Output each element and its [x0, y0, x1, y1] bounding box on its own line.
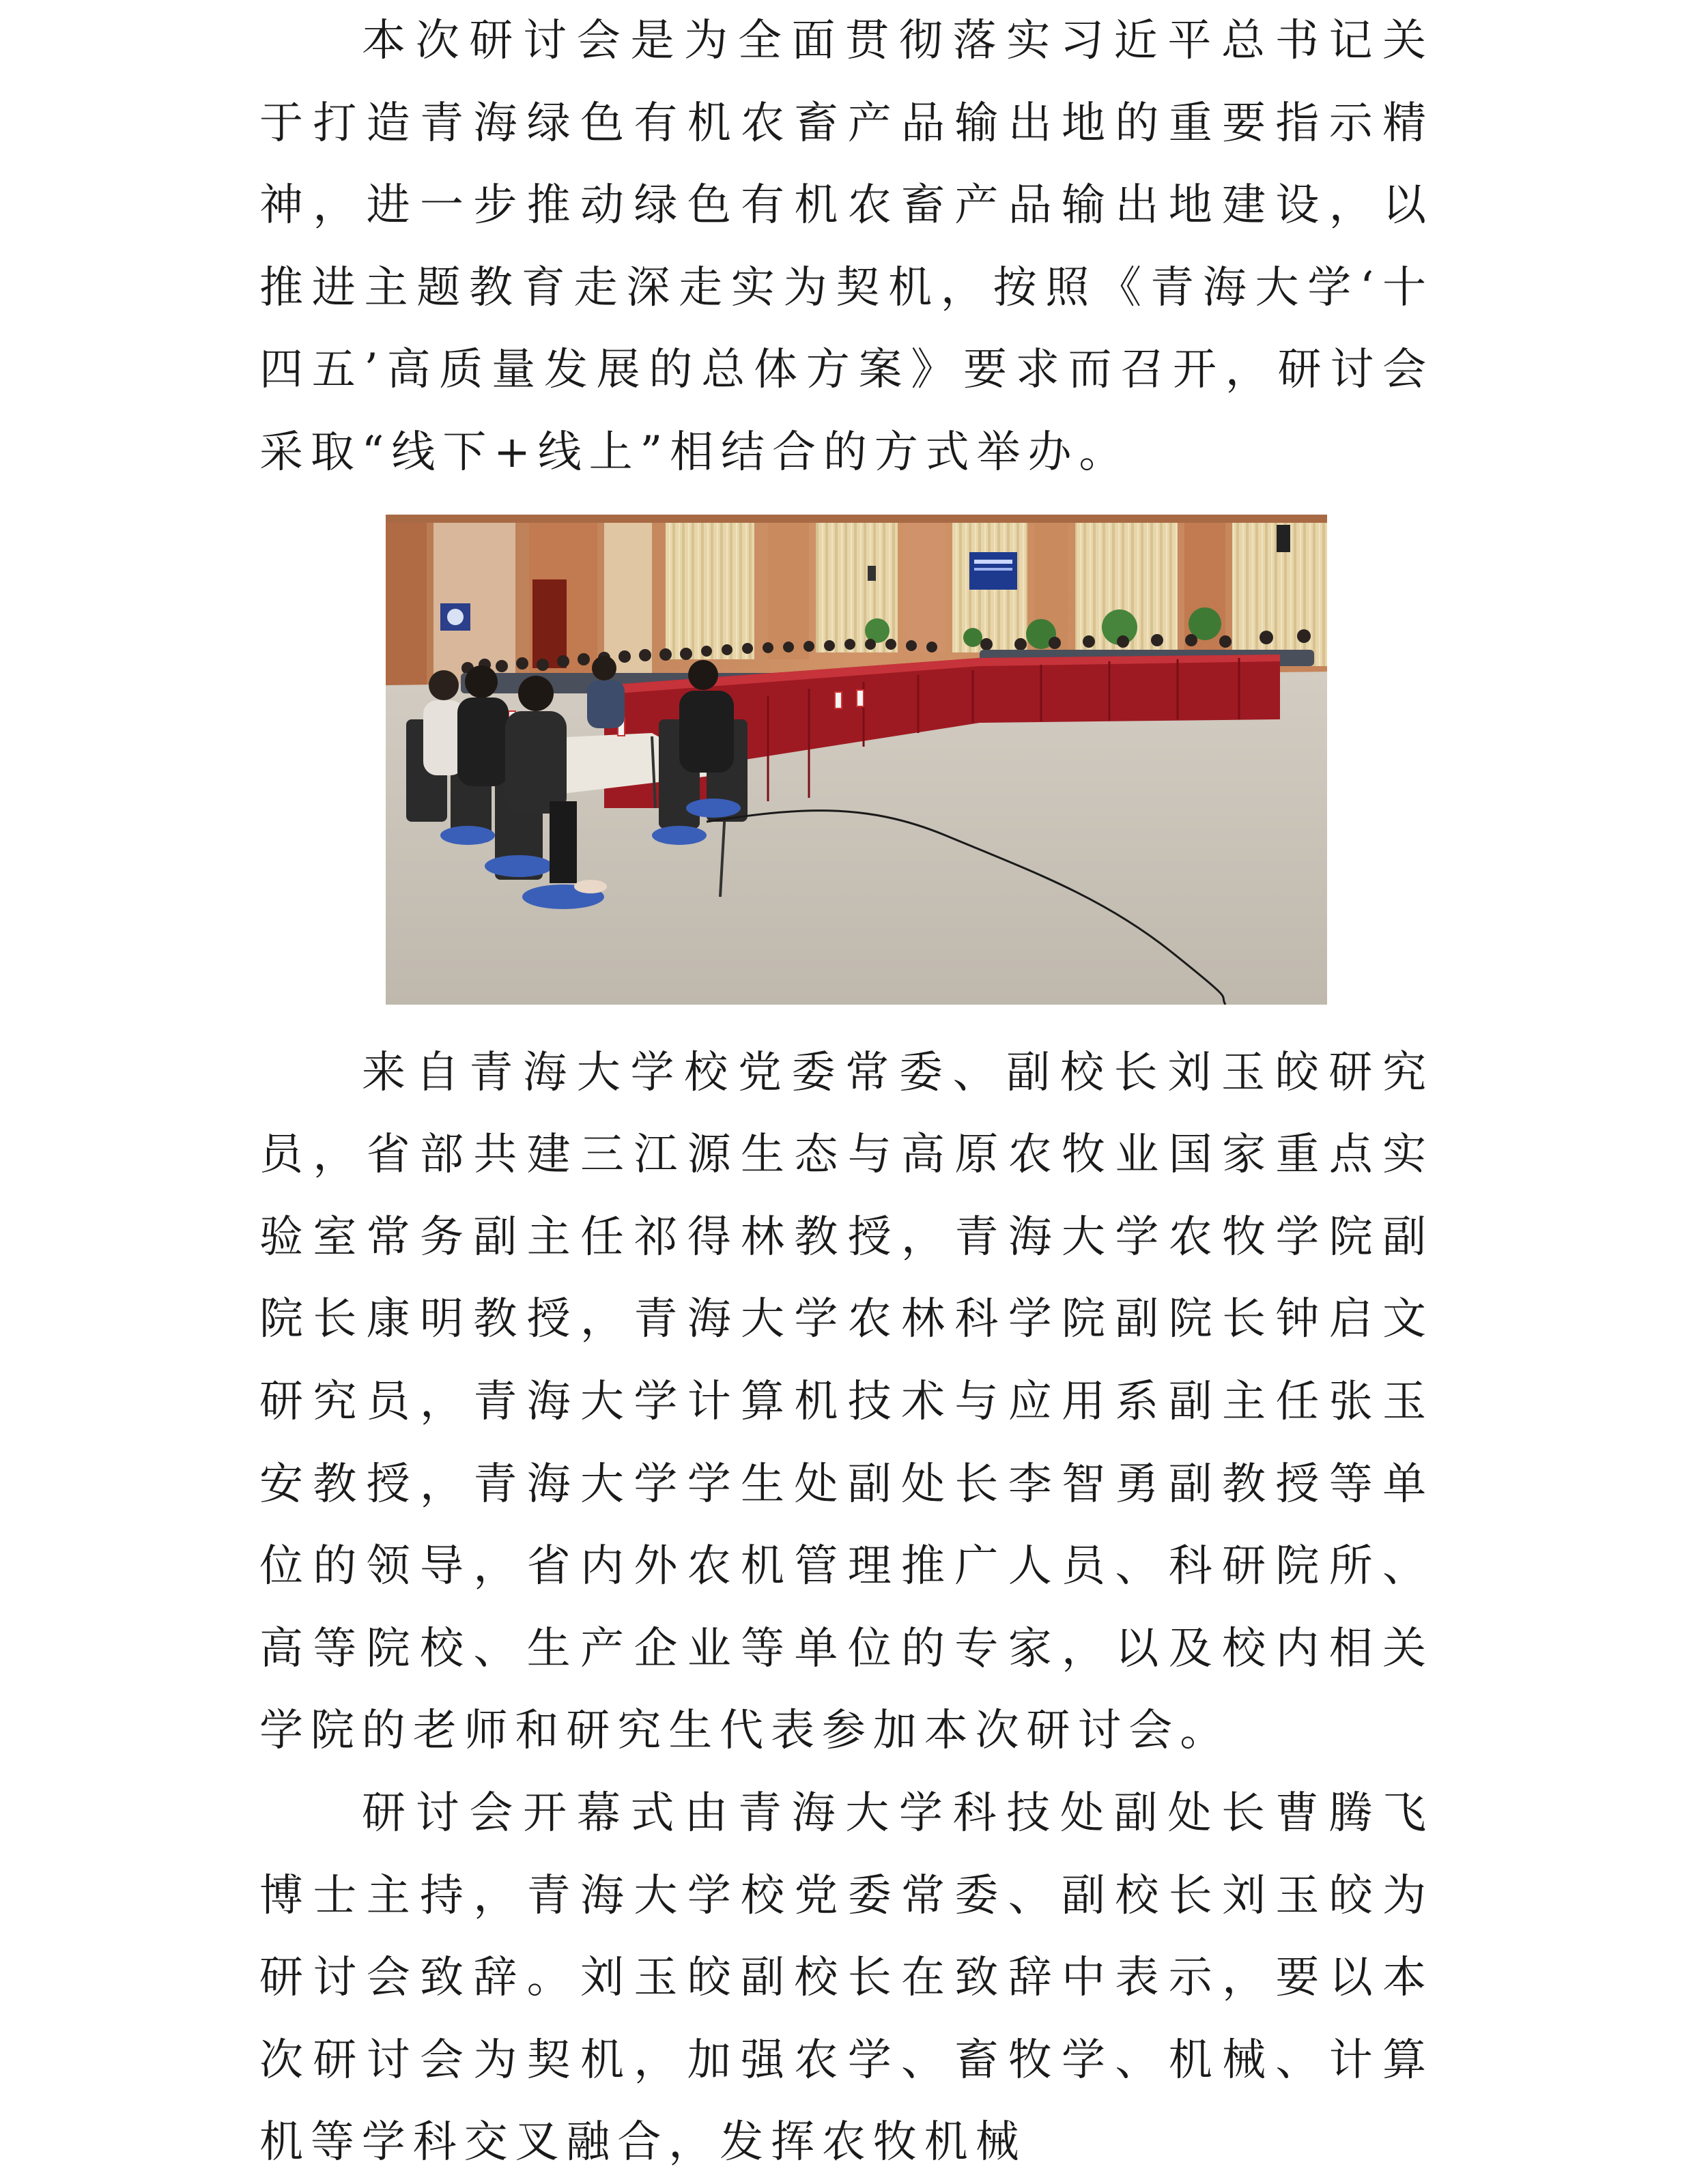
paragraph-intro: 本次研讨会是为全面贯彻落实习近平总书记关于打造青海绿色有机农畜产品输出地的重要指示精神，进一步推动绿色有机农畜产品输出地建设，以推进主题教育走深走实为契机，按照《青海大学‘十四五’高质量发展的总体方案》要求而召开，研讨会采取“线下+线上”相结合的方式举办。 [259, 16, 1434, 478]
paragraph-attendees: 来自青海大学校党委常委、副校长刘玉皎研究员，省部共建三江源生态与高原农牧业国家重点实验室常务副主任祁得林教授，青海大学农牧学院副院长康明教授，青海大学农林科学院副院长钟启文研究员，青海大学计算机技术与应用系副主任张玉安教授，青海大学学生处副处长李智勇副教授等单位的领导，省内外农机管理推广人员、科研院所、高等院校、生产企业等单位的专家，以及校内相关学院的老师和研究生代表参加本次研讨会。 [259, 1047, 1434, 1757]
conference-room-photo-icon [386, 515, 1327, 1005]
conference-photo [386, 515, 1327, 1005]
document-page [259, 0, 1434, 2184]
paragraph-opening: 研讨会开幕式由青海大学科技处副处长曹腾飞博士主持，青海大学校党委常委、副校长刘玉皎为研讨会致辞。刘玉皎副校长在致辞中表示，要以本次研讨会为契机，加强农学、畜牧学、机械、计算机等学科交叉融合，发挥农牧机械 [259, 1787, 1434, 2168]
